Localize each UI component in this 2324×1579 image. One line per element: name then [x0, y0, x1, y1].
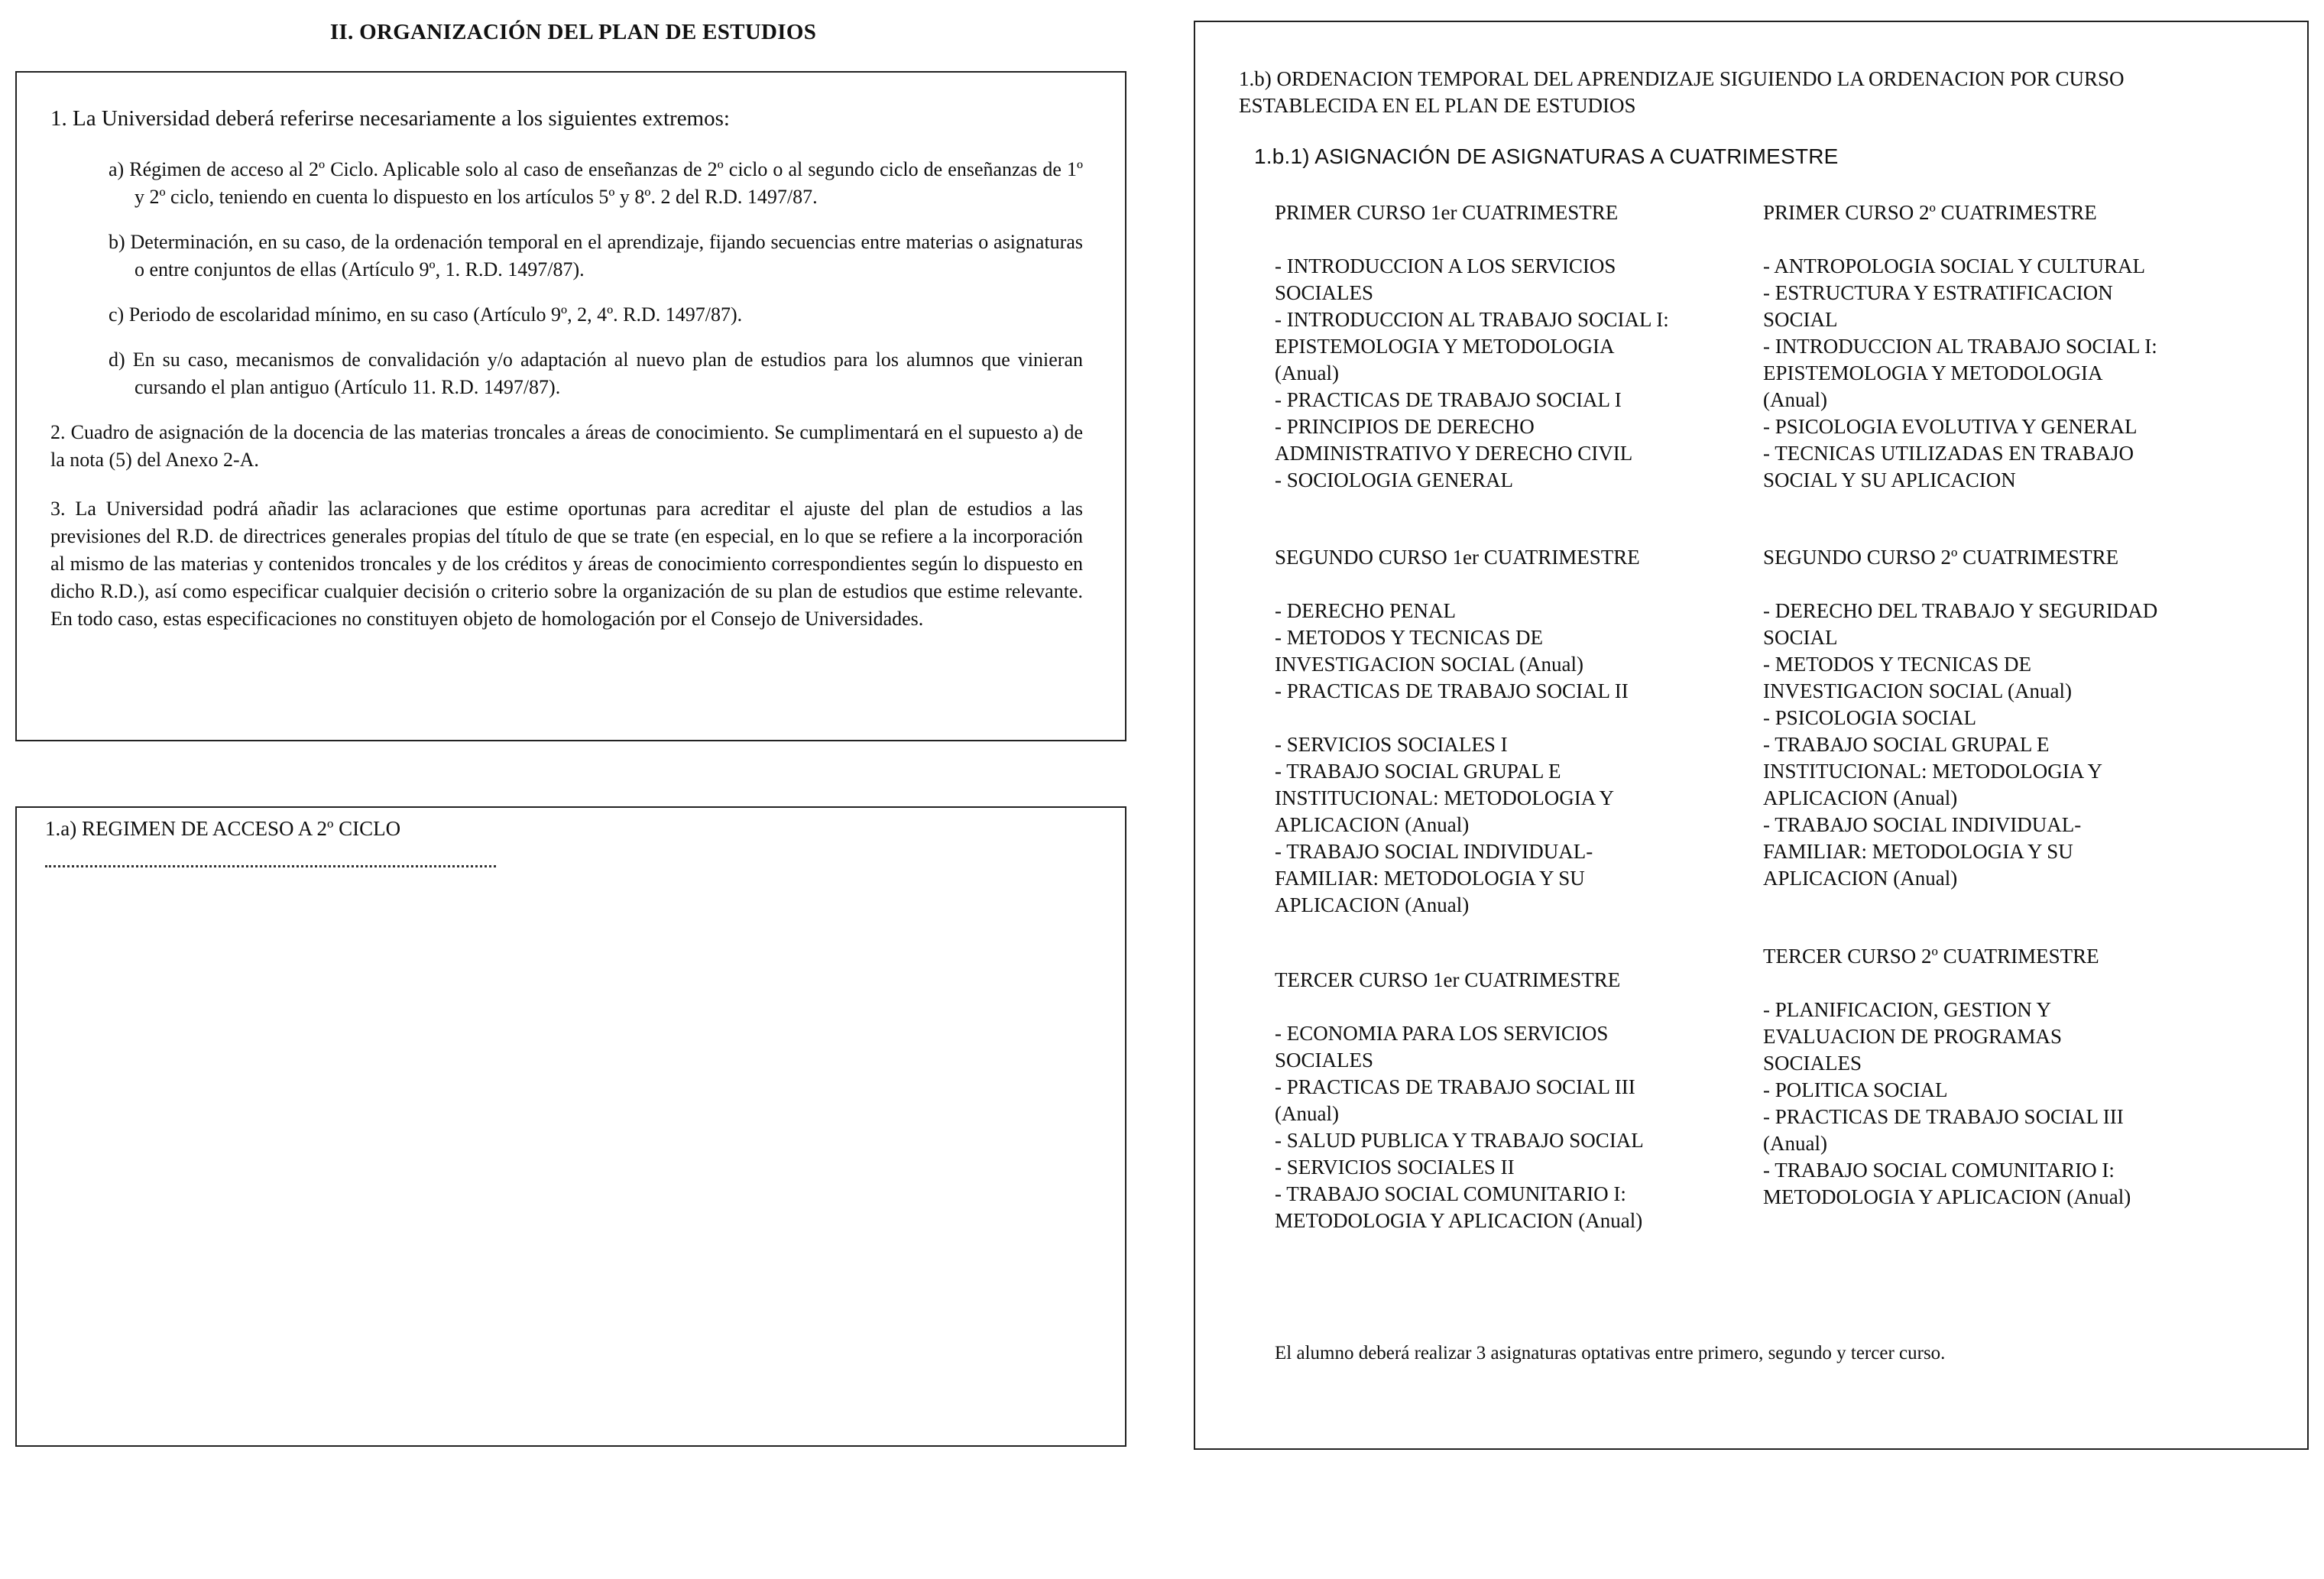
subject-list: - INTRODUCCION A LOS SERVICIOS SOCIALES - INTRODUCCION AL TRABAJO SOCIAL I: EPISTEMOLOGIA Y METODOLOGIA (Anual) - PRACTICAS DE TRABAJO SOCIAL I - PRINCIPIOS DE DERECHO ADMINISTRATIVO Y DERECHO CIVIL - SOCIOLOGIA GENERAL: [1275, 255, 1669, 491]
course-heading: SEGUNDO CURSO 1er CUATRIMESTRE: [1275, 546, 1640, 569]
temporal-order-box: [1194, 21, 2309, 1450]
requirements-box: [15, 71, 1126, 741]
course-heading: PRIMER CURSO 1er CUATRIMESTRE: [1275, 201, 1619, 224]
access-regime-box: [15, 806, 1126, 1447]
temporal-order-title: 1.b) ORDENACION TEMPORAL DEL APRENDIZAJE SIGUIENDO LA ORDENACION POR CURSO ESTABLECIDA EN EL PLAN DE ESTUDIOS: [1239, 67, 2125, 117]
subject-list: - ANTROPOLOGIA SOCIAL Y CULTURAL - ESTRUCTURA Y ESTRATIFICACION SOCIAL - INTRODUCCION AL TRABAJO SOCIAL I: EPISTEMOLOGIA Y METODOLOGIA (Anual) - PSICOLOGIA EVOLUTIVA Y GENERAL - TECNICAS UTILIZADAS EN TRABAJO SOCIAL Y SU APLICACION: [1763, 255, 2157, 491]
course-heading: TERCER CURSO 2º CUATRIMESTRE: [1763, 945, 2099, 968]
requirements-intro: 1. La Universidad deberá referirse necesariamente a los siguientes extremos:: [50, 106, 730, 131]
electives-note: El alumno deberá realizar 3 asignaturas optativas entre primero, segundo y tercer curso.: [1275, 1343, 1946, 1363]
subject-list: - DERECHO PENAL - METODOS Y TECNICAS DE INVESTIGACION SOCIAL (Anual) - PRACTICAS DE TRABAJO SOCIAL II - SERVICIOS SOCIALES I - TRABAJO SOCIAL GRUPAL E INSTITUCIONAL: METODOLOGIA Y APLICACION (Anual) - TRABAJO SOCIAL INDIVIDUAL- FAMILIAR: METODOLOGIA Y SU APLICACION (Anual): [1275, 599, 1629, 916]
course-3-sem-2: [1763, 943, 2245, 1211]
dotted-fill-line: [45, 861, 496, 867]
subject-list: - DERECHO DEL TRABAJO Y SEGURIDAD SOCIAL - METODOS Y TECNICAS DE INVESTIGACION SOCIAL (Anual) - PSICOLOGIA SOCIAL - TRABAJO SOCIAL GRUPAL E INSTITUCIONAL: METODOLOGIA Y APLICACION (Anual) - TRABAJO SOCIAL INDIVIDUAL- FAMILIAR: METODOLOGIA Y SU APLICACION (Anual): [1763, 599, 2158, 890]
subject-list: - PLANIFICACION, GESTION Y EVALUACION DE PROGRAMAS SOCIALES - POLITICA SOCIAL - PRACTICAS DE TRABAJO SOCIAL III (Anual) - TRABAJO SOCIAL COMUNITARIO I: METODOLOGIA Y APLICACION (Anual): [1763, 998, 2131, 1208]
requirement-item: b) Determinación, en su caso, de la ordenación temporal en el aprendizaje, fijando secuencias entre materias o asignaturas o entre conjuntos de ellas (Artículo 9º, 1. R.D. 1497/87).: [109, 231, 1083, 280]
requirements-list: [50, 156, 1083, 401]
assignment-paragraph: 2. Cuadro de asignación de la docencia de las materias troncales a áreas de conocimiento. Se cumplimentará en el supuesto a) de la nota (5) del Anexo 2-A.: [50, 421, 1083, 471]
clarifications-paragraph: 3. La Universidad podrá añadir las aclaraciones que estime oportunas para acreditar el ajuste del plan de estudios a las previsiones del R.D. de directrices generales propias del título de que se trate (en especial, en lo que se refiere a la incorporación al mismo de las materias y contenidos troncales y de los créditos y áreas de conocimiento correspondientes según lo dispuesto en dicho R.D.), así como especificar cualquier decisión o criterio sobre la organización de su plan de estudios que estime relevante. En todo caso, estas especificaciones no constituyen objeto de homologación por el Consejo de Universidades.: [50, 498, 1083, 630]
requirement-item: c) Periodo de escolaridad mínimo, en su caso (Artículo 9º, 2, 4º. R.D. 1497/87).: [109, 303, 743, 326]
course-1-sem-1: [1275, 199, 1741, 494]
course-heading: TERCER CURSO 1er CUATRIMESTRE: [1275, 968, 1621, 991]
course-heading: SEGUNDO CURSO 2º CUATRIMESTRE: [1763, 546, 2119, 569]
requirement-item: d) En su caso, mecanismos de convalidación y/o adaptación al nuevo plan de estudios para los alumnos que vinieran cursando el plan antiguo (Artículo 11. R.D. 1497/87).: [109, 349, 1083, 398]
course-3-sem-1: [1275, 967, 1741, 1234]
access-regime-title: 1.a) REGIMEN DE ACCESO A 2º CICLO: [45, 817, 401, 840]
subject-list: - ECONOMIA PARA LOS SERVICIOS SOCIALES - PRACTICAS DE TRABAJO SOCIAL III (Anual) - SALUD PUBLICA Y TRABAJO SOCIAL - SERVICIOS SOCIALES II - TRABAJO SOCIAL COMUNITARIO I: METODOLOGIA Y APLICACION (Anual): [1275, 1022, 1644, 1232]
page-title: II. ORGANIZACIÓN DEL PLAN DE ESTUDIOS: [329, 20, 817, 44]
course-2-sem-1: [1275, 544, 1741, 919]
requirement-item: a) Régimen de acceso al 2º Ciclo. Aplicable solo al caso de enseñanzas de 2º ciclo o al segundo ciclo de enseñanzas de 1º y 2º ciclo, teniendo en cuenta lo dispuesto en los artículos 5º y 8º. 2 del R.D. 1497/87.: [109, 158, 1083, 208]
course-heading: PRIMER CURSO 2º CUATRIMESTRE: [1763, 201, 2097, 224]
course-2-sem-2: [1763, 544, 2245, 892]
semester-assignment-subtitle: 1.b.1) ASIGNACIÓN DE ASIGNATURAS A CUATRIMESTRE: [1254, 144, 1839, 168]
course-1-sem-2: [1763, 199, 2245, 494]
